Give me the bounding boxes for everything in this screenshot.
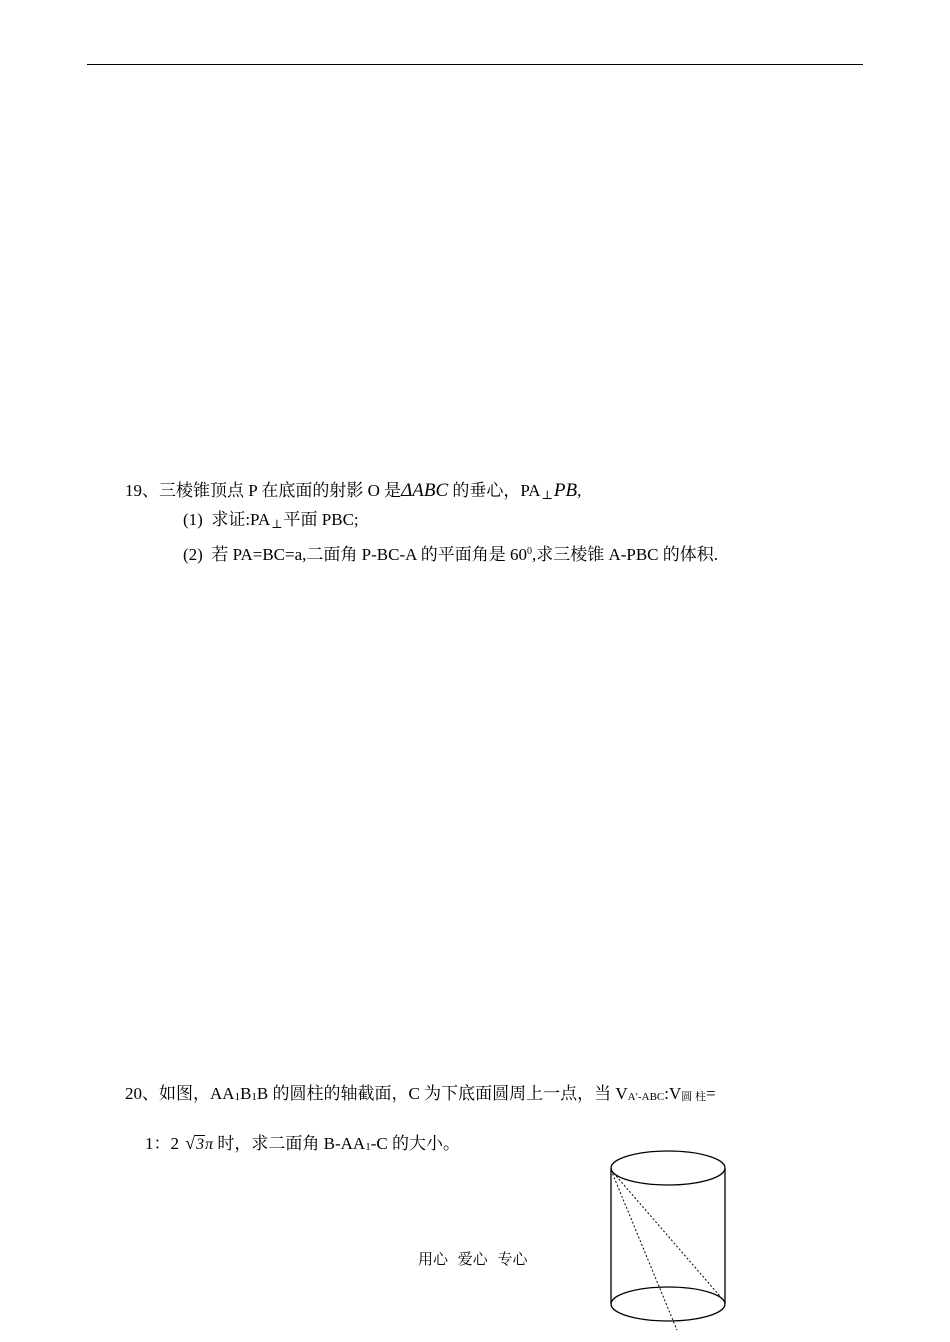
header-rule <box>87 64 863 65</box>
dotted-edge-to-b <box>611 1170 725 1302</box>
q19-stem: 19、三棱锥顶点 P 在底面的射影 O 是ΔABC 的垂心，PA⊥PB, <box>125 480 582 502</box>
page-footer: 用心 爱心 专心 <box>418 1252 528 1268</box>
dotted-edge-to-c <box>611 1170 677 1330</box>
q19-part2: (2) 若 PA=BC=a,二面角 P-BC-A 的平面角是 $60^0$,求三棱锥 A-PBC 的体积. <box>183 545 719 564</box>
q20-stem-line2: 1：2 √3π 时，求二面角 $B-AA_1-C$ 的大小。 <box>145 1132 460 1157</box>
top-ellipse <box>611 1151 725 1185</box>
bottom-ellipse <box>611 1287 725 1321</box>
q19-part1: (1) 求证:PA⊥平面 PBC; <box>183 510 359 531</box>
sqrt-expression: √3π <box>185 1133 214 1153</box>
cylinder-figure <box>600 1150 740 1340</box>
q20-stem-line1: 20、如图，$AA_1B_1B$ 的圆柱的轴截面，C 为下底面圆周上一点，当 VA′-ABC:V圆 柱= <box>125 1084 716 1103</box>
